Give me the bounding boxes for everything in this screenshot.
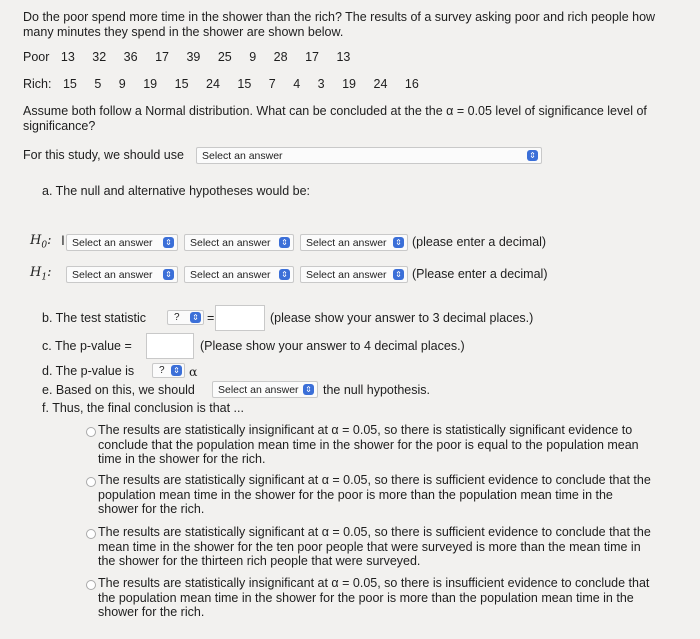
chevron-updown-icon: ⇕ (393, 237, 404, 248)
h1-parameter-select-value: Select an answer (72, 269, 153, 281)
part-c-label: c. The p-value = (42, 339, 132, 353)
rich-value: 15 (174, 77, 189, 91)
conclusion-option-3: The results are statistically significant at α = 0.05, so there is sufficient evidence to conclude that the mean time in the shower for the ten poor people that were surveyed is more than the mean time in the shower for the thirteen rich people that were surveyed. (98, 525, 651, 568)
h0-letter: H (30, 233, 42, 248)
h1-label (30, 265, 51, 283)
study-label: For this study, we should use (23, 148, 184, 162)
alpha-symbol: α (189, 364, 198, 379)
chevron-updown-icon: ⇕ (527, 150, 538, 161)
h0-colon: : (47, 233, 52, 248)
poor-label: Poor (23, 50, 50, 64)
rich-value: 9 (118, 77, 126, 91)
conclusion-option-1: The results are statistically insignificant at α = 0.05, so there is statistically significant evidence to conclude that the population mean time in the shower for the poor is equal to the population mean time in the shower for the rich. (98, 423, 639, 466)
chevron-updown-icon: ⇕ (163, 269, 174, 280)
rich-data-row (23, 77, 433, 91)
chevron-updown-icon: ⇕ (279, 269, 290, 280)
poor-data-row (23, 50, 364, 64)
equals-sign: = (207, 311, 215, 325)
poor-value: 9 (249, 50, 257, 64)
chevron-updown-icon: ⇕ (171, 365, 182, 376)
p-value-comparison-select[interactable] (152, 363, 185, 378)
h0-operator-select[interactable] (184, 234, 294, 251)
null-decision-select-value: Select an answer (218, 384, 299, 396)
poor-value: 39 (186, 50, 201, 64)
assumption-text: Assume both follow a Normal distribution. What can be concluded at the the α = 0.05 level of significance level of significance? (23, 104, 647, 133)
conclusion-radio-1[interactable] (86, 427, 96, 437)
test-statistic-input[interactable] (215, 305, 265, 331)
rich-value: 24 (373, 77, 388, 91)
h0-value-select-value: Select an answer (306, 237, 387, 249)
poor-value: 25 (217, 50, 232, 64)
part-e-tail: the null hypothesis. (323, 383, 431, 397)
h1-value-select-value: Select an answer (306, 269, 387, 281)
h0-value-select[interactable] (300, 234, 408, 251)
part-a-label: a. The null and alternative hypotheses would be: (42, 184, 311, 198)
chevron-updown-icon: ⇕ (393, 269, 404, 280)
poor-value: 36 (123, 50, 138, 64)
poor-value: 28 (273, 50, 288, 64)
part-d-label: d. The p-value is (42, 364, 135, 378)
h0-sub: 0 (41, 240, 48, 251)
p-value-input[interactable] (146, 333, 194, 359)
part-b-note: (please show your answer to 3 decimal places.) (270, 311, 534, 325)
conclusion-radio-3[interactable] (86, 529, 96, 539)
question-intro: Do the poor spend more time in the shower than the rich? The results of a survey asking poor and rich people how many minutes they spend in the shower are shown below. (23, 10, 656, 39)
test-statistic-select[interactable] (167, 310, 204, 325)
study-select[interactable] (196, 147, 542, 164)
rich-value: 19 (143, 77, 158, 91)
h1-letter: H (30, 265, 42, 280)
text-cursor-icon: I (61, 232, 65, 248)
h0-label (30, 233, 51, 251)
rich-value: 7 (268, 77, 276, 91)
chevron-updown-icon: ⇕ (163, 237, 174, 248)
h1-colon: : (47, 265, 52, 280)
rich-value: 16 (404, 77, 419, 91)
h1-value-select[interactable] (300, 266, 408, 283)
rich-value: 3 (317, 77, 325, 91)
rich-value: 24 (206, 77, 220, 91)
conclusion-option-2: The results are statistically significant at α = 0.05, so there is sufficient evidence to conclude that the population mean time in the shower for the poor is more than the population mean time in the shower for the rich. (98, 473, 651, 516)
p-value-comparison-select-value: ? (159, 365, 165, 376)
study-select-value: Select an answer (202, 150, 283, 162)
h1-note: (Please enter a decimal) (412, 267, 548, 281)
h0-note: (please enter a decimal) (412, 235, 547, 249)
h1-operator-select-value: Select an answer (190, 269, 271, 281)
conclusion-option-4: The results are statistically insignificant at α = 0.05, so there is insufficient evidence to conclude that the population mean time in the shower for the poor is more than the population mean time in the shower for the rich. (98, 576, 650, 619)
h0-parameter-select-value: Select an answer (72, 237, 153, 249)
part-e-label: e. Based on this, we should (42, 383, 195, 397)
poor-value: 17 (305, 50, 319, 64)
rich-value: 5 (94, 77, 102, 91)
rich-label: Rich: (23, 77, 52, 91)
poor-value: 32 (92, 50, 107, 64)
chevron-updown-icon: ⇕ (303, 384, 314, 395)
part-c-note: (Please show your answer to 4 decimal places.) (200, 339, 465, 353)
poor-value: 13 (336, 50, 351, 64)
chevron-updown-icon: ⇕ (279, 237, 290, 248)
h0-parameter-select[interactable] (66, 234, 178, 251)
rich-value: 19 (342, 77, 357, 91)
null-decision-select[interactable] (212, 381, 318, 398)
poor-value: 17 (155, 50, 169, 64)
h1-operator-select[interactable] (184, 266, 294, 283)
h1-parameter-select[interactable] (66, 266, 178, 283)
h1-sub: 1 (41, 272, 48, 283)
part-b-label: b. The test statistic (42, 311, 146, 325)
rich-value: 15 (237, 77, 252, 91)
test-statistic-select-value: ? (174, 312, 180, 323)
chevron-updown-icon: ⇕ (190, 312, 201, 323)
conclusion-radio-4[interactable] (86, 580, 96, 590)
conclusion-radio-2[interactable] (86, 477, 96, 487)
rich-value: 15 (62, 77, 77, 91)
h0-operator-select-value: Select an answer (190, 237, 271, 249)
part-f-label: f. Thus, the final conclusion is that ... (42, 401, 244, 415)
rich-value: 4 (293, 77, 301, 91)
poor-value: 13 (60, 50, 75, 64)
